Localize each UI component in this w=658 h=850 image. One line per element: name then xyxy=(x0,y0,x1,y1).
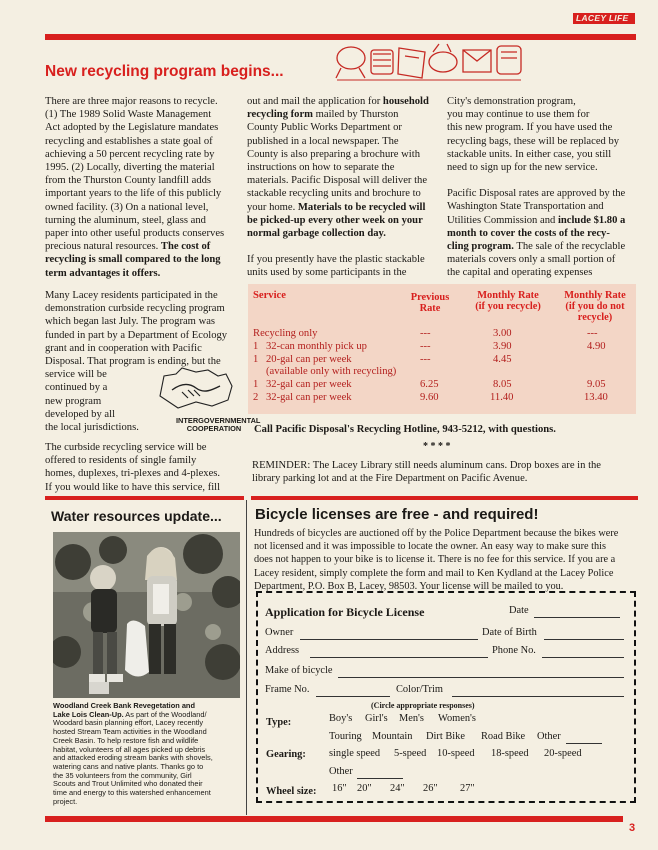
rate-no-recycle: 13.40 xyxy=(584,392,608,403)
wheel-option-20[interactable]: 20" xyxy=(357,783,372,794)
gearing-option-5[interactable]: 5-speed xyxy=(394,748,427,759)
type-option-girls[interactable]: Girl's xyxy=(365,713,388,724)
hotline-text: Call Pacific Disposal's Recycling Hotline, 943-5212, with questions. xyxy=(254,424,556,435)
rate-service: 32-can monthly pick up xyxy=(266,341,367,352)
bicycle-line: not licensed and it was impossible to locate the owner. An easy way to make sure this xyxy=(254,541,607,553)
recycling-title: New recycling program begins... xyxy=(45,63,284,80)
rates-row xyxy=(248,366,636,379)
form-type-label: Type: xyxy=(266,717,292,728)
col1-line: recycling and establishes a state goal of xyxy=(45,135,213,147)
caption-line-text: As part of the Woodland/ xyxy=(123,709,207,719)
form-phone-label: Phone No. xyxy=(492,645,536,656)
recycling-col3 xyxy=(447,95,637,280)
recycling-col1-lower xyxy=(45,289,245,434)
recycling-col1 xyxy=(45,95,245,280)
col3-line: you may continue to use them for xyxy=(447,109,590,121)
col1-bold-line: recycling is small compared to the long xyxy=(45,254,221,266)
bicycle-title: Bicycle licenses are free - and required! xyxy=(255,506,539,523)
rate-recycle: 11.40 xyxy=(490,392,514,403)
rates-table xyxy=(248,284,636,414)
rate-previous: 9.60 xyxy=(420,392,439,403)
rates-header-monthly-line: Monthly Rate xyxy=(477,290,539,301)
type-option-touring[interactable]: Touring xyxy=(329,731,362,742)
caption-line: habitat, volunteers of all ages picked up debris xyxy=(53,744,206,754)
rates-row xyxy=(248,392,636,405)
reminder-text xyxy=(252,459,638,485)
recycling-col1-end xyxy=(45,441,245,494)
col2-line: stackable recycling units and brochure to xyxy=(247,188,421,200)
caption-line: hosted Stream Team activities in the Woodland xyxy=(53,727,207,737)
form-date-field[interactable] xyxy=(534,617,620,618)
rate-service: 20-gal can per week xyxy=(266,354,352,365)
col2-line: be picked-up every other week on your xyxy=(247,214,423,226)
rate-service: 32-gal can per week xyxy=(266,392,352,403)
gearing-option-single[interactable]: single speed xyxy=(329,748,381,759)
type-option-other[interactable]: Other xyxy=(537,731,561,742)
form-gearing-label: Gearing: xyxy=(266,749,306,760)
caption-line: Creek Basin. To help restore fish and wildlife xyxy=(53,735,199,745)
rates-header-previous-line: Rate xyxy=(419,303,441,314)
col1b-line: demonstration curbside recycling program xyxy=(45,303,225,315)
form-color-field[interactable] xyxy=(452,696,624,697)
rate-recycle: 8.05 xyxy=(493,379,512,390)
col2-line: recycling form mailed by Thurston xyxy=(247,109,399,121)
mid-rule-left xyxy=(45,496,244,500)
form-address-field[interactable] xyxy=(310,657,488,658)
form-address-label: Address xyxy=(265,645,300,656)
type-option-boys[interactable]: Boy's xyxy=(329,713,353,724)
col3-line: recycling bags, these will be replaced by xyxy=(447,135,620,147)
rates-header-previous-line: Previous xyxy=(410,292,450,303)
rate-qty: 2 xyxy=(253,392,259,403)
rate-no-recycle: 9.05 xyxy=(587,379,606,390)
bicycle-line: Lacey resident, simply complete the form and mail to Ken Kydland at the Lacey Police xyxy=(254,567,614,579)
form-frame-field[interactable] xyxy=(316,696,390,697)
caption-line: time and energy to this watershed enhancement xyxy=(53,788,211,798)
form-dob-label: Date of Birth xyxy=(482,627,537,638)
form-color-label: Color/Trim xyxy=(396,684,443,695)
column-divider xyxy=(246,500,247,815)
wheel-option-27[interactable]: 27" xyxy=(460,783,475,794)
wheel-option-16[interactable]: 16" xyxy=(332,783,347,794)
logo-text-line: INTERGOVERNMENTAL xyxy=(176,416,261,425)
rate-recycle: 3.90 xyxy=(493,341,512,352)
handshake-logo-icon xyxy=(152,366,240,412)
col1b-line: continued by a xyxy=(45,382,108,394)
col1c-line: homes, duplexes, tri-plexes and 4-plexes. xyxy=(45,468,221,480)
col1-bold: The cost of xyxy=(160,241,211,253)
col2-line: materials. Pacific Disposal will deliver the xyxy=(247,175,428,187)
form-owner-field[interactable] xyxy=(300,639,478,640)
form-date-label: Date xyxy=(509,605,529,616)
rate-service: 32-gal can per week xyxy=(266,379,352,390)
volunteers-photo xyxy=(53,532,240,698)
col1c-line: offered to residents of single family xyxy=(45,455,197,467)
col1-line: owned facility. (3) On a national level, xyxy=(45,201,209,213)
logo-text xyxy=(176,416,261,433)
caption-line: Woodard basin planning effort, Lacey recently xyxy=(53,718,204,728)
col1b-line: grant and in cooperation with Pacific xyxy=(45,342,202,354)
bicycle-line: Department, P.O. Box B, Lacey, 98503. Your license will be mailed to you. xyxy=(254,580,564,592)
rate-no-recycle: 4.90 xyxy=(587,341,606,352)
col1b-line: new program xyxy=(45,395,102,407)
col1-line: Act adopted by the Legislature mandates xyxy=(45,122,219,134)
header-brand-box xyxy=(573,13,635,24)
col1b-line: funded in part by a Department of Ecology xyxy=(45,329,228,341)
rate-service: (available only with recycling) xyxy=(266,366,397,377)
col2-line: out and mail the application for household xyxy=(247,96,429,107)
reminder-line: library parking lot and at the Fire Department on Pacific Avenue. xyxy=(252,473,528,485)
col3-line: month to cover the costs of the recy- xyxy=(447,227,610,239)
page-number: 3 xyxy=(629,822,636,834)
rate-previous: --- xyxy=(420,328,431,339)
gearing-option-18[interactable]: 18-speed xyxy=(491,748,529,759)
logo-text-line: COOPERATION xyxy=(186,424,242,433)
form-make-label: Make of bicycle xyxy=(265,665,333,676)
col1b-line: the local jurisdictions. xyxy=(45,422,139,434)
rate-service: Recycling only xyxy=(253,328,318,339)
caption-line: watering cans and native plants. Thanks go to xyxy=(53,761,204,771)
col1-line: 1995. (2) Locally, diverting the material xyxy=(45,162,215,174)
col2-line: published in a local newspaper. The xyxy=(247,135,399,147)
rate-qty: 1 xyxy=(253,341,259,352)
rates-header-monthly-no-line: recycle) xyxy=(577,312,613,323)
bicycle-text xyxy=(254,527,640,593)
col1-line: achieving a 50 percent recycling rate by xyxy=(45,148,215,160)
col2-line: County Public Works Department or xyxy=(247,122,402,134)
bicycle-license-form xyxy=(256,591,636,803)
col1-line: important years to the life of this publicly xyxy=(45,188,222,200)
col2-line: County is also preparing a brochure with xyxy=(247,148,420,160)
recycling-cartoon-illustration xyxy=(333,40,525,82)
col3-line: stackable units. In either case, you still xyxy=(447,148,612,160)
rate-recycle: 3.00 xyxy=(493,328,512,339)
caption-line: project. xyxy=(53,796,78,806)
photo-caption xyxy=(53,702,243,806)
rates-header-monthly-no-line: Monthly Rate xyxy=(564,290,626,301)
col3-line: materials covers only a small portion of xyxy=(447,254,616,266)
col2-line: If you presently have the plastic stackable xyxy=(247,254,425,266)
rate-qty: 1 xyxy=(253,379,259,390)
col3-line: City's demonstration program, xyxy=(447,96,576,107)
caption-line: Scouts and Trout Unlimited who donated their xyxy=(53,779,203,789)
caption-line: the 35 volunteers from the community, Girl xyxy=(53,770,192,780)
col1-line: paper into other useful products conserves xyxy=(45,228,225,240)
form-wheel-label: Wheel size: xyxy=(266,786,317,797)
rates-header-monthly-no xyxy=(554,290,636,323)
form-title: Application for Bicycle License xyxy=(265,605,425,619)
col2-line: instructions on how to separate the xyxy=(247,162,395,174)
col3-line: need to sign up for the new service. xyxy=(447,162,598,174)
rates-header-monthly-no-line: (if you do not xyxy=(565,301,625,312)
type-option-road-bike[interactable]: Road Bike xyxy=(481,731,526,742)
rate-recycle: 4.45 xyxy=(493,354,512,365)
col3-line: Utilities Commission and include $1.80 a xyxy=(447,214,626,226)
form-make-field[interactable] xyxy=(338,677,624,678)
col1-line: (1) The 1989 Solid Waste Management xyxy=(45,109,212,121)
col1-line: precious natural resources. The cost of xyxy=(45,241,211,253)
col3-line: cling program. The sale of the recyclable xyxy=(447,241,626,253)
col1-line: from the Thurston County landfill adds xyxy=(45,175,212,187)
col1b-line: Disposal. That program is ending, but the xyxy=(45,356,221,368)
water-title: Water resources update... xyxy=(51,508,222,524)
col3-line: Washington State Transportation and xyxy=(447,201,604,213)
col2-line: units used by some participants in the xyxy=(247,267,407,279)
rates-header-monthly xyxy=(463,290,553,312)
recycling-col2 xyxy=(247,95,443,280)
rate-qty: 1 xyxy=(253,354,259,365)
type-option-dirt-bike[interactable]: Dirt Bike xyxy=(426,731,465,742)
rates-row xyxy=(248,341,636,354)
col2-line: normal garbage collection day. xyxy=(247,228,386,240)
header-brand: LACEY LIFE xyxy=(576,13,629,23)
caption-bold-line: Woodland Creek Bank Revegetation and xyxy=(53,701,195,710)
caption-line: and attacked eroding stream banks with shovels, xyxy=(53,753,213,763)
caption-bold-line: Lake Lois Clean-Up. xyxy=(53,709,124,719)
form-frame-label: Frame No. xyxy=(265,684,310,695)
type-option-womens[interactable]: Women's xyxy=(438,713,476,724)
reminder-line: REMINDER: The Lacey Library still needs aluminum cans. Drop boxes are in the xyxy=(252,460,602,471)
rates-row xyxy=(248,379,636,392)
form-owner-label: Owner xyxy=(265,627,294,638)
col1b-line: service will be xyxy=(45,369,107,381)
rates-row xyxy=(248,328,636,341)
gearing-other-field[interactable] xyxy=(357,778,403,779)
col1c-line: The curbside recycling service will be xyxy=(45,442,207,453)
rates-header-previous xyxy=(400,292,460,314)
bottom-rule xyxy=(45,816,623,822)
col3-line: this new program. If you have used the xyxy=(447,122,613,134)
gearing-option-other[interactable]: Other xyxy=(329,766,353,777)
form-dob-field[interactable] xyxy=(544,639,624,640)
col2-line: your home. Materials to be recycled will xyxy=(247,201,426,213)
wheel-option-26[interactable]: 26" xyxy=(423,783,438,794)
rate-no-recycle: --- xyxy=(587,328,598,339)
form-circle-note: (Circle appropriate responses) xyxy=(371,701,475,710)
bicycle-line: does not happen to your bike is to license it. There is no fee for this service. If you are a xyxy=(254,554,616,566)
col1c-line: If you would like to have this service, fill xyxy=(45,481,221,493)
rate-previous: --- xyxy=(420,354,431,365)
rate-previous: 6.25 xyxy=(420,379,439,390)
type-option-mens[interactable]: Men's xyxy=(399,713,424,724)
col1-bold-line: term advantages it offers. xyxy=(45,267,161,279)
rates-header-service: Service xyxy=(253,290,286,301)
col3-line: the capital and operating expenses xyxy=(447,267,593,279)
gearing-option-20[interactable]: 20-speed xyxy=(544,748,582,759)
rates-header-monthly-line: (if you recycle) xyxy=(475,301,541,312)
col1b-line: developed by all xyxy=(45,408,116,420)
type-option-mountain[interactable]: Mountain xyxy=(372,731,413,742)
form-phone-field[interactable] xyxy=(542,657,624,658)
wheel-option-24[interactable]: 24" xyxy=(390,783,405,794)
col1-line: turning the aluminum, steel, glass and xyxy=(45,214,206,226)
type-other-field[interactable] xyxy=(566,743,602,744)
separator-stars: * * * * xyxy=(423,441,451,452)
col1b-line: which began last July. The program was xyxy=(45,316,216,328)
col1-line: There are three major reasons to recycle. xyxy=(45,96,218,107)
bicycle-line: Hundreds of bicycles are auctioned off by the Police Department because the bikes were xyxy=(254,528,619,539)
col1b-line: Many Lacey residents participated in the xyxy=(45,290,218,301)
rate-previous: --- xyxy=(420,341,431,352)
mid-rule-right xyxy=(251,496,638,500)
gearing-option-10[interactable]: 10-speed xyxy=(437,748,475,759)
col3-line: Pacific Disposal rates are approved by the xyxy=(447,188,626,200)
